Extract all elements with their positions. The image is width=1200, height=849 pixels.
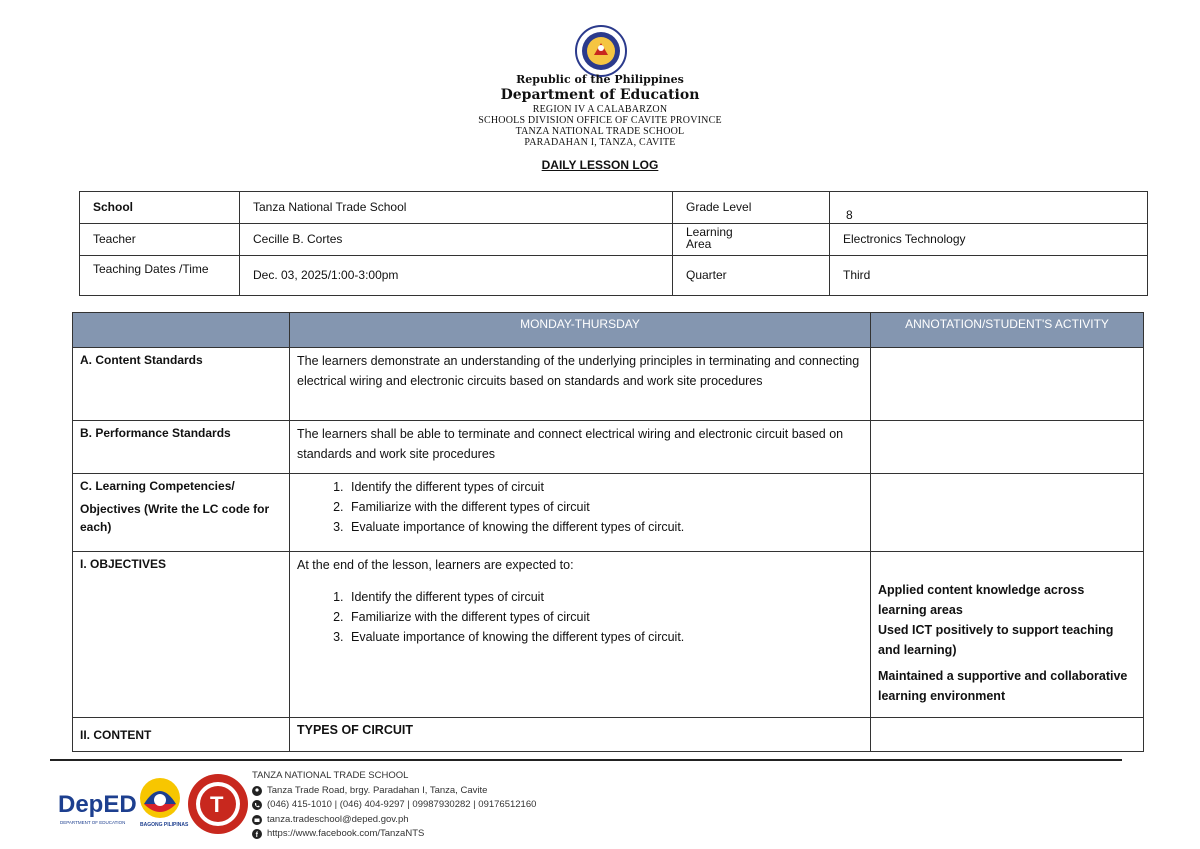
header-empty-cell xyxy=(73,313,290,348)
competencies-label-line2: Objectives (Write the LC code for each) xyxy=(80,502,270,534)
facebook-icon xyxy=(252,829,262,839)
info-table xyxy=(79,191,1148,296)
page-title: DAILY LESSON LOG xyxy=(541,158,659,172)
teacher-value: Cecille B. Cortes xyxy=(240,224,673,256)
header-address: PARADAHAN I, TANZA, CAVITE xyxy=(524,137,676,148)
footer-address: Tanza Trade Road, brgy. Paradahan I, Tanza, Cavite xyxy=(267,784,488,796)
footer-email[interactable]: tanza.tradeschool@deped.gov.ph xyxy=(267,813,409,825)
school-value: Tanza National Trade School xyxy=(240,192,673,224)
header-annotation: ANNOTATION/STUDENT'S ACTIVITY xyxy=(871,313,1144,348)
content-label: II. CONTENT xyxy=(73,718,290,752)
content-text: TYPES OF CIRCUIT xyxy=(290,718,871,752)
grade-value: 8 xyxy=(830,192,1148,224)
deped-logo-subtext: DEPARTMENT OF EDUCATION xyxy=(60,820,126,825)
quarter-label: Quarter xyxy=(673,256,830,296)
performance-standards-annotation xyxy=(871,421,1144,474)
dates-value: Dec. 03, 2025/1:00-3:00pm xyxy=(240,256,673,296)
header-region: REGION IV A CALABARZON xyxy=(532,104,668,115)
lesson-log-table xyxy=(72,312,1144,752)
area-label-line1: Learning xyxy=(686,225,733,239)
annotation-item: Used ICT positively to support teaching and learning) xyxy=(878,623,1114,657)
list-item: 1. Identify the different types of circuit xyxy=(347,477,863,497)
header-monday-thursday: MONDAY-THURSDAY xyxy=(290,313,871,348)
deped-logo xyxy=(58,791,137,825)
objectives-label: I. OBJECTIVES xyxy=(73,552,290,718)
phone-icon xyxy=(252,800,262,810)
list-item: 1. Identify the different types of circuit xyxy=(347,587,863,607)
svg-text:T: T xyxy=(210,792,224,817)
content-standards-annotation xyxy=(871,348,1144,421)
performance-standards-label: B. Performance Standards xyxy=(73,421,290,474)
school-label: School xyxy=(80,192,240,224)
deped-logo-text: DepED xyxy=(58,791,137,818)
objectives-list xyxy=(297,587,863,647)
list-item: 3. Evaluate importance of knowing the different types of circuit. xyxy=(347,627,863,647)
competencies-list-cell xyxy=(290,474,871,552)
footer-phones: (046) 415-1010 | (046) 404-9297 | 09987930282 | 09176512160 xyxy=(267,799,537,810)
content-annotation xyxy=(871,718,1144,752)
bagong-pilipinas-text: BAGONG PILIPINAS xyxy=(140,822,189,828)
annotation-item: Applied content knowledge across learning areas xyxy=(878,583,1085,617)
footer-divider xyxy=(50,759,1122,761)
content-standards-label: A. Content Standards xyxy=(73,348,290,421)
area-label xyxy=(673,224,830,256)
area-label-line2: Area xyxy=(686,237,712,251)
header-republic: Republic of the Philippines xyxy=(516,73,684,86)
location-icon xyxy=(252,786,262,796)
grade-label: Grade Level xyxy=(673,192,830,224)
footer-phone-row xyxy=(252,798,536,813)
list-item: 2. Familiarize with the different types of circuit xyxy=(347,607,863,627)
footer-web-link[interactable]: https://www.facebook.com/TanzaNTS xyxy=(267,828,425,839)
header-school: TANZA NATIONAL TRADE SCHOOL xyxy=(515,126,685,137)
competencies-label xyxy=(73,474,290,552)
competencies-list xyxy=(297,477,863,537)
teacher-label: Teacher xyxy=(80,224,240,256)
gear-logo xyxy=(188,774,248,834)
quarter-value: Third xyxy=(830,256,1148,296)
svg-text:f: f xyxy=(255,832,258,840)
footer-email-row xyxy=(252,813,536,828)
list-item: 3. Evaluate importance of knowing the different types of circuit. xyxy=(347,517,863,537)
performance-standards-text: The learners shall be able to terminate and connect electrical wiring and electronic circuit based on standards and work site procedures xyxy=(290,421,871,474)
header-division: SCHOOLS DIVISION OFFICE OF CAVITE PROVINCE xyxy=(478,115,722,126)
competencies-annotation xyxy=(871,474,1144,552)
annotation-item: Maintained a supportive and collaborative learning environment xyxy=(878,669,1128,703)
list-item: 2. Familiarize with the different types of circuit xyxy=(347,497,863,517)
footer-address-row xyxy=(252,784,536,799)
email-icon xyxy=(252,815,262,825)
footer-school-name: TANZA NATIONAL TRADE SCHOOL xyxy=(252,770,409,781)
objectives-annotation xyxy=(871,552,1144,718)
competencies-label-line1: C. Learning Competencies/ xyxy=(80,479,235,493)
area-value: Electronics Technology xyxy=(830,224,1148,256)
footer-logos xyxy=(58,770,248,838)
footer-web-row xyxy=(252,827,536,842)
deped-seal-logo xyxy=(575,25,627,77)
objectives-intro: At the end of the lesson, learners are expected to: xyxy=(297,558,574,572)
objectives-cell xyxy=(290,552,871,718)
bagong-pilipinas-logo xyxy=(140,778,189,828)
header-department: Department of Education xyxy=(500,87,700,103)
content-standards-text: The learners demonstrate an understanding of the underlying principles in terminating and connecting electrical wiring and electronic circuits based on standards and work site procedures xyxy=(290,348,871,421)
footer-contact xyxy=(252,769,536,842)
dates-label: Teaching Dates /Time xyxy=(80,256,240,296)
